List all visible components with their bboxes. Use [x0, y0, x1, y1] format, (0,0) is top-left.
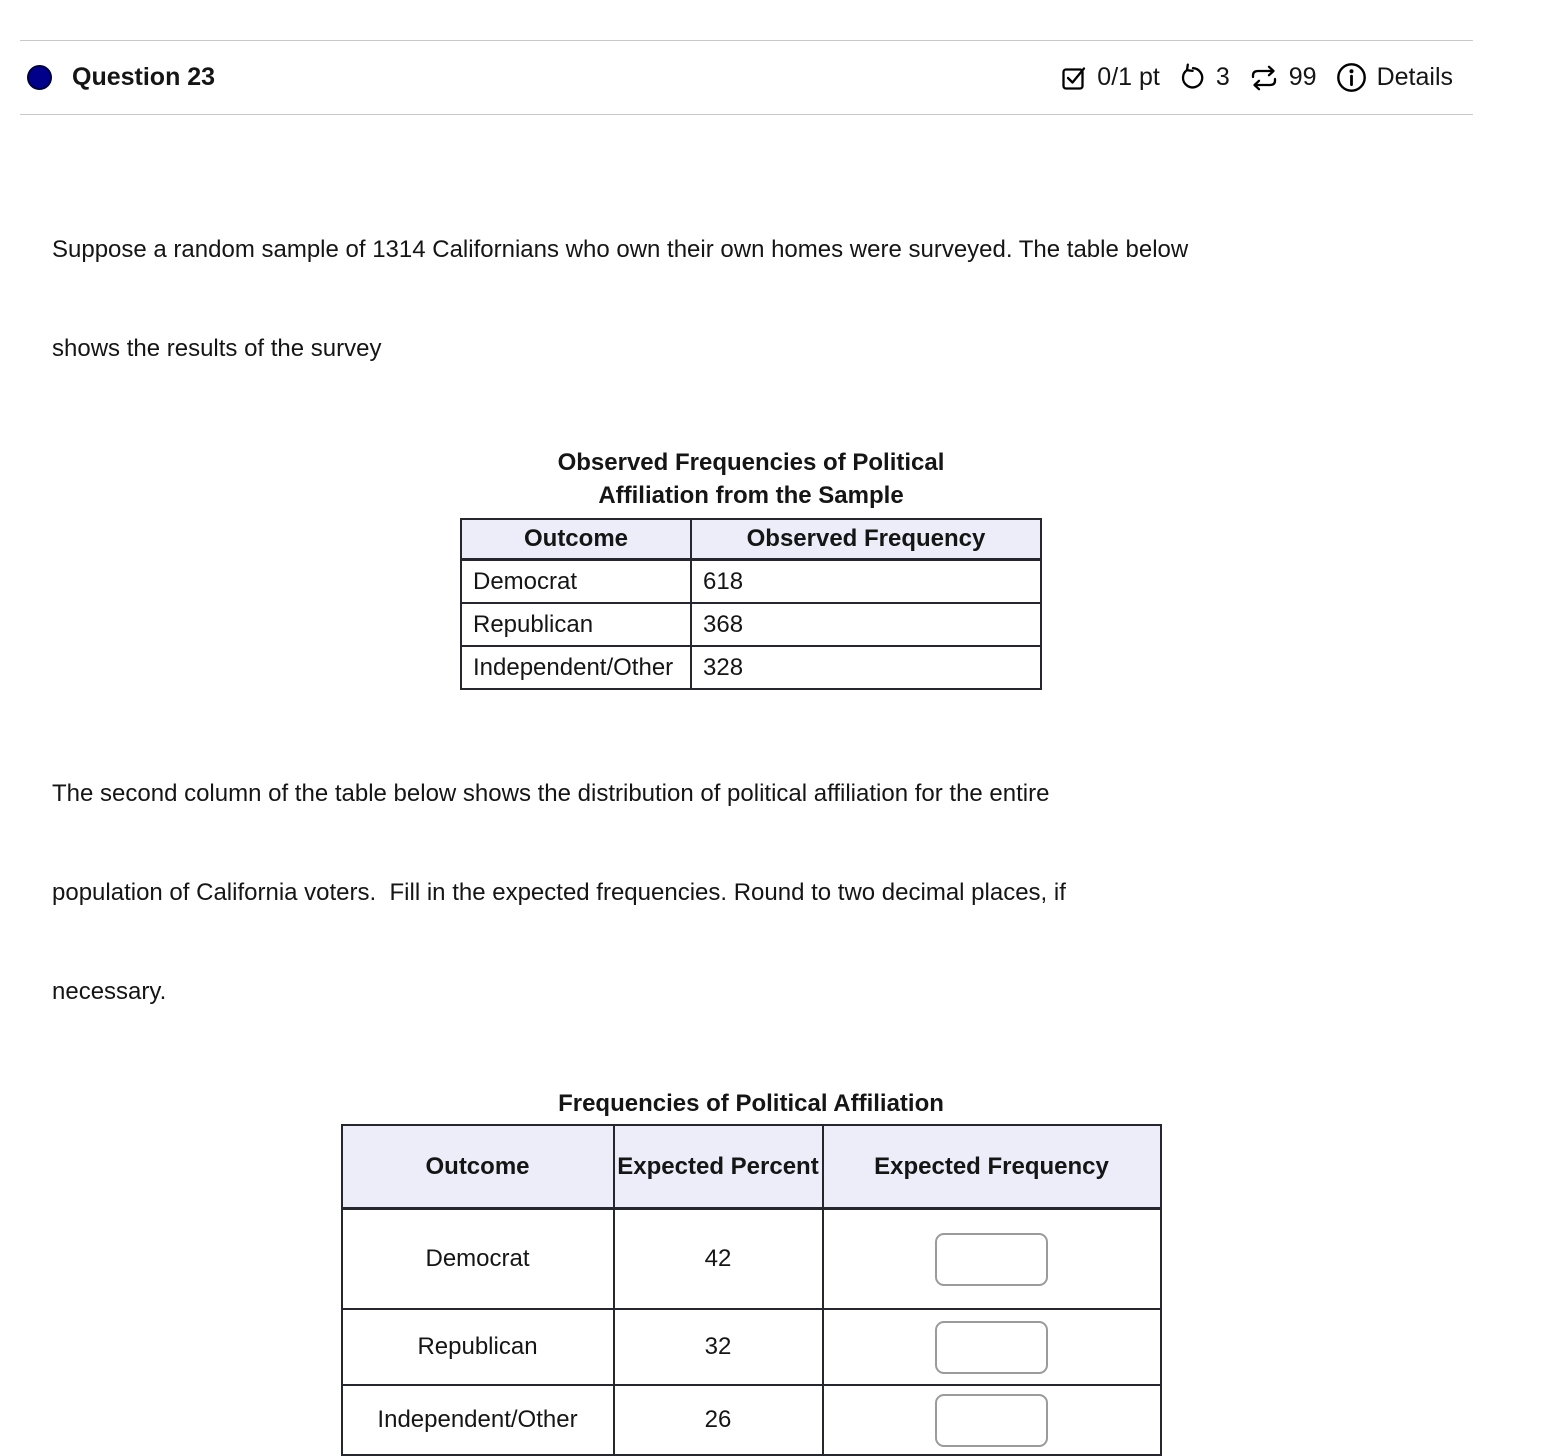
- expected-col-header-frequency: Expected Frequency: [823, 1125, 1161, 1209]
- instructions-line: The second column of the table below shows the distribution of political affiliation for the entire: [52, 780, 1050, 807]
- score-text: 0/1 pt: [1097, 63, 1160, 91]
- intro-text: [52, 167, 1450, 431]
- question-header-right: [1060, 61, 1473, 94]
- expected-percent-cell: 42: [614, 1209, 823, 1310]
- outcome-cell: Republican: [461, 603, 691, 646]
- undo-icon: [1178, 63, 1207, 92]
- details-label: Details: [1376, 63, 1453, 91]
- undo-count: 3: [1215, 63, 1230, 91]
- expected-frequency-cell: [823, 1309, 1161, 1385]
- table-row: [461, 646, 1041, 689]
- expected-frequency-input-republican[interactable]: [935, 1321, 1048, 1374]
- expected-percent-cell: 32: [614, 1309, 823, 1385]
- question-status-bullet: [27, 65, 52, 90]
- expected-col-header-outcome: Outcome: [342, 1125, 614, 1209]
- question-header: [20, 40, 1473, 115]
- table-row: [342, 1209, 1161, 1310]
- expected-frequency-table: [341, 1124, 1162, 1456]
- outcome-cell: Republican: [342, 1309, 614, 1385]
- expected-frequency-cell: [823, 1385, 1161, 1455]
- expected-frequency-input-democrat[interactable]: [935, 1233, 1048, 1286]
- observed-frequency-cell: 328: [691, 646, 1041, 689]
- table-row: [342, 1385, 1161, 1455]
- instructions-line: population of California voters. Fill in the expected frequencies. Round to two decimal places, if: [52, 879, 1066, 906]
- table-row: [461, 560, 1041, 604]
- table-row: [342, 1309, 1161, 1385]
- observed-table-title: [52, 446, 1450, 512]
- question-body: [52, 167, 1450, 1456]
- outcome-cell: Independent/Other: [461, 646, 691, 689]
- expected-header-row: [342, 1125, 1161, 1209]
- observed-frequency-cell: 618: [691, 560, 1041, 604]
- instructions-line: necessary.: [52, 978, 167, 1005]
- expected-frequency-input-independent[interactable]: [935, 1394, 1048, 1447]
- observed-frequency-cell: 368: [691, 603, 1041, 646]
- expected-frequency-cell: [823, 1209, 1161, 1310]
- intro-line: Suppose a random sample of 1314 Californians who own their own homes were surveyed. The table below: [52, 236, 1189, 263]
- outcome-cell: Democrat: [342, 1209, 614, 1310]
- outcome-cell: Democrat: [461, 560, 691, 604]
- observed-frequency-table: [460, 518, 1042, 690]
- observed-table-title-line: Observed Frequencies of Political: [557, 449, 945, 476]
- score-checkbox-icon: [1060, 64, 1088, 92]
- observed-col-header-frequency: Observed Frequency: [691, 519, 1041, 560]
- instructions-text: [52, 711, 1450, 1074]
- retry-loop-icon: [1248, 64, 1280, 92]
- details-link[interactable]: [1335, 61, 1453, 94]
- expected-col-header-percent: Expected Percent: [614, 1125, 823, 1209]
- expected-table-title: Frequencies of Political Affiliation: [558, 1090, 944, 1117]
- question-header-left: [20, 63, 215, 92]
- observed-header-row: [461, 519, 1041, 560]
- expected-percent-cell: 26: [614, 1385, 823, 1455]
- table-row: [461, 603, 1041, 646]
- info-icon: [1335, 61, 1368, 94]
- outcome-cell: Independent/Other: [342, 1385, 614, 1455]
- question-title: Question 23: [72, 63, 216, 91]
- observed-col-header-outcome: Outcome: [461, 519, 691, 560]
- observed-table-title-line: Affiliation from the Sample: [598, 482, 904, 509]
- retry-count: 99: [1288, 63, 1317, 91]
- intro-line: shows the results of the survey: [52, 335, 382, 362]
